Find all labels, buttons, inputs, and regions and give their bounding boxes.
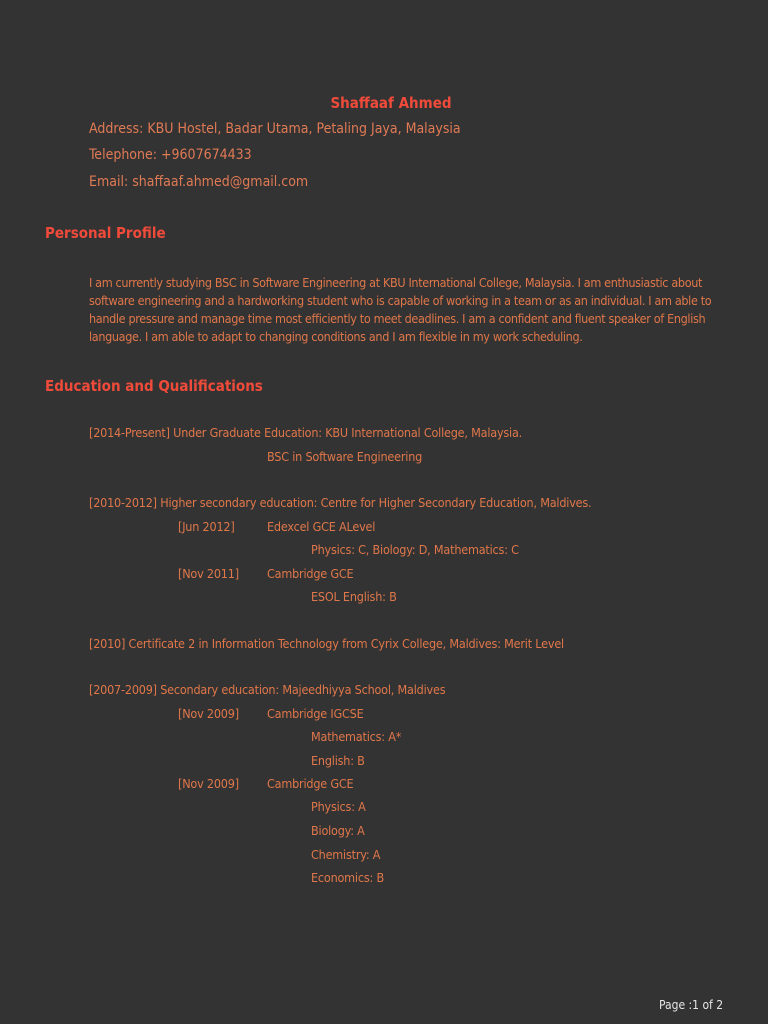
education-date: [Jun 2012] bbox=[178, 519, 235, 534]
education-detail: BSC in Software Engineering bbox=[267, 449, 423, 464]
education-qualification: Cambridge GCE bbox=[267, 776, 354, 791]
contact-telephone: Telephone: +9607674433 bbox=[89, 147, 252, 163]
education-qualification: Edexcel GCE ALevel bbox=[267, 519, 376, 534]
education-grade: Mathematics: A* bbox=[311, 729, 402, 744]
education-entry: [2010] Certificate 2 in Information Technology from Cyrix College, Maldives: Merit Level bbox=[89, 636, 564, 651]
education-date: [Nov 2009] bbox=[178, 776, 239, 791]
education-grade: English: B bbox=[311, 753, 365, 768]
education-grade: Biology: A bbox=[311, 823, 365, 838]
education-grade: Physics: A bbox=[311, 799, 366, 814]
section-heading-education: Education and Qualifications bbox=[45, 377, 263, 395]
personal-profile-text: I am currently studying BSC in Software Engineering at KBU International College, Malaysia. I am enthusiastic about software engineering and a hardworking student who is capable of working in a team or as an individual. I am able to handle pressure and manage time most efficiently to meet deadlines. I am a confident and fluent speaker of English language. I am able to adapt to changing conditions and I am flexible in my work scheduling. bbox=[89, 275, 712, 344]
education-date: [Nov 2011] bbox=[178, 566, 239, 581]
contact-email: Email: shaffaaf.ahmed@gmail.com bbox=[89, 174, 309, 190]
page-number: Page :1 of 2 bbox=[659, 998, 724, 1012]
education-grade: Chemistry: A bbox=[311, 847, 381, 862]
education-date: [Nov 2009] bbox=[178, 706, 239, 721]
education-qualification: Cambridge IGCSE bbox=[267, 706, 364, 721]
section-heading-personal-profile: Personal Profile bbox=[45, 224, 166, 242]
contact-address: Address: KBU Hostel, Badar Utama, Petaling Jaya, Malaysia bbox=[89, 121, 461, 137]
education-grade: Physics: C, Biology: D, Mathematics: C bbox=[311, 542, 519, 557]
education-entry: [2007-2009] Secondary education: Majeedhiyya School, Maldives bbox=[89, 682, 446, 697]
education-grade: Economics: B bbox=[311, 870, 384, 885]
education-qualification: Cambridge GCE bbox=[267, 566, 354, 581]
education-entry: [2010-2012] Higher secondary education: Centre for Higher Secondary Education, Maldives. bbox=[89, 495, 592, 510]
education-entry: [2014-Present] Under Graduate Education: KBU International College, Malaysia. bbox=[89, 425, 523, 440]
resume-name: Shaffaaf Ahmed bbox=[330, 94, 452, 112]
education-grade: ESOL English: B bbox=[311, 589, 397, 604]
